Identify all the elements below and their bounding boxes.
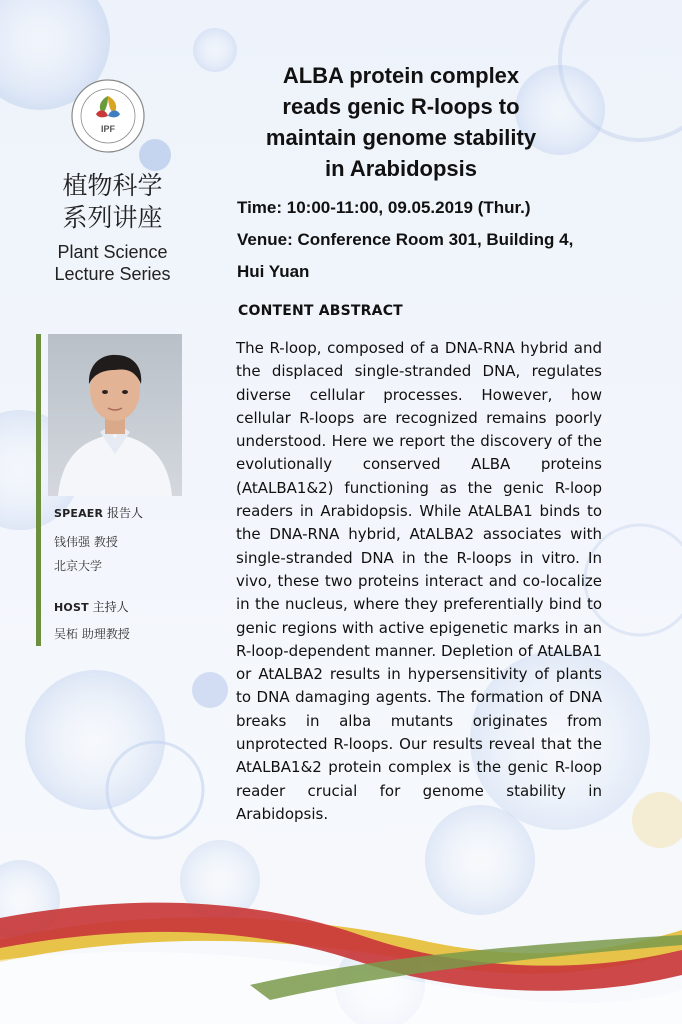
talk-title-line3: maintain genome stability (265, 125, 537, 150)
series-en-line2: Lecture Series (54, 264, 171, 284)
institute-logo (70, 78, 146, 154)
speaker-label (54, 505, 143, 522)
host-label-en: HOST (54, 601, 89, 614)
talk-venue-line1: Venue: Conference Room 301, Building 4, (237, 230, 574, 249)
talk-title (238, 60, 564, 184)
talk-title-line4: in Arabidopsis (325, 156, 477, 181)
speaker-photo (48, 334, 182, 496)
abstract-body: The R-loop, composed of a DNA-RNA hybrid and the displaced single-stranded DNA, regulates diverse cellular processes. However, how cellular R-loops are recognized remains poorly understood. Here we report the discovery of the evolutionally conserved ALBA proteins (AtALBA1&2) functioning as the genic R-loop readers in Arabidopsis. While AtALBA1 binds to the DNA-RNA hybrid, AtALBA2 associates with single-stranded DNA in the R-loops in vitro. In vivo, these two proteins interact and co-localize in the nucleus, where they preferentially bind to genic regions with active epigenetic marks in an R-loop-dependent manner. Depletion of AtALBA1 or AtALBA2 results in hypersensitivity of plants to DNA damaging agents. The formation of DNA breaks in alba mutants originates from unprotected R-loops. Our results reveal that the AtALBA1&2 protein complex is the genic R-loop reader crucial for genome stability in Arabidopsis. (236, 339, 602, 823)
talk-venue-line2: Hui Yuan (237, 262, 310, 281)
svg-text:IPF: IPF (100, 124, 116, 134)
talk-title-line2: reads genic R-loops to (282, 94, 520, 119)
host-label (54, 599, 129, 616)
speaker-label-en: SPEAER (54, 507, 104, 520)
series-title-chinese (0, 170, 225, 234)
talk-title-line1: ALBA protein complex (282, 63, 520, 88)
host-label-cn: 主持人 (92, 600, 129, 614)
host-name: 吴柘 助理教授 (54, 627, 130, 641)
series-title-english (0, 241, 225, 285)
speaker-name: 钱伟强 教授 (54, 535, 118, 549)
series-cn-line1: 植物科学 (62, 171, 163, 200)
speaker-portrait-illustration (48, 334, 182, 496)
abstract-heading: CONTENT ABSTRACT (238, 303, 403, 319)
accent-bar (36, 334, 41, 646)
speaker-label-cn: 报告人 (107, 506, 144, 520)
series-en-line1: Plant Science (57, 242, 168, 262)
series-cn-line2: 系列讲座 (62, 203, 163, 232)
talk-time: Time: 10:00-11:00, 09.05.2019 (Thur.) (237, 198, 531, 217)
speaker-affiliation: 北京大学 (54, 559, 103, 573)
